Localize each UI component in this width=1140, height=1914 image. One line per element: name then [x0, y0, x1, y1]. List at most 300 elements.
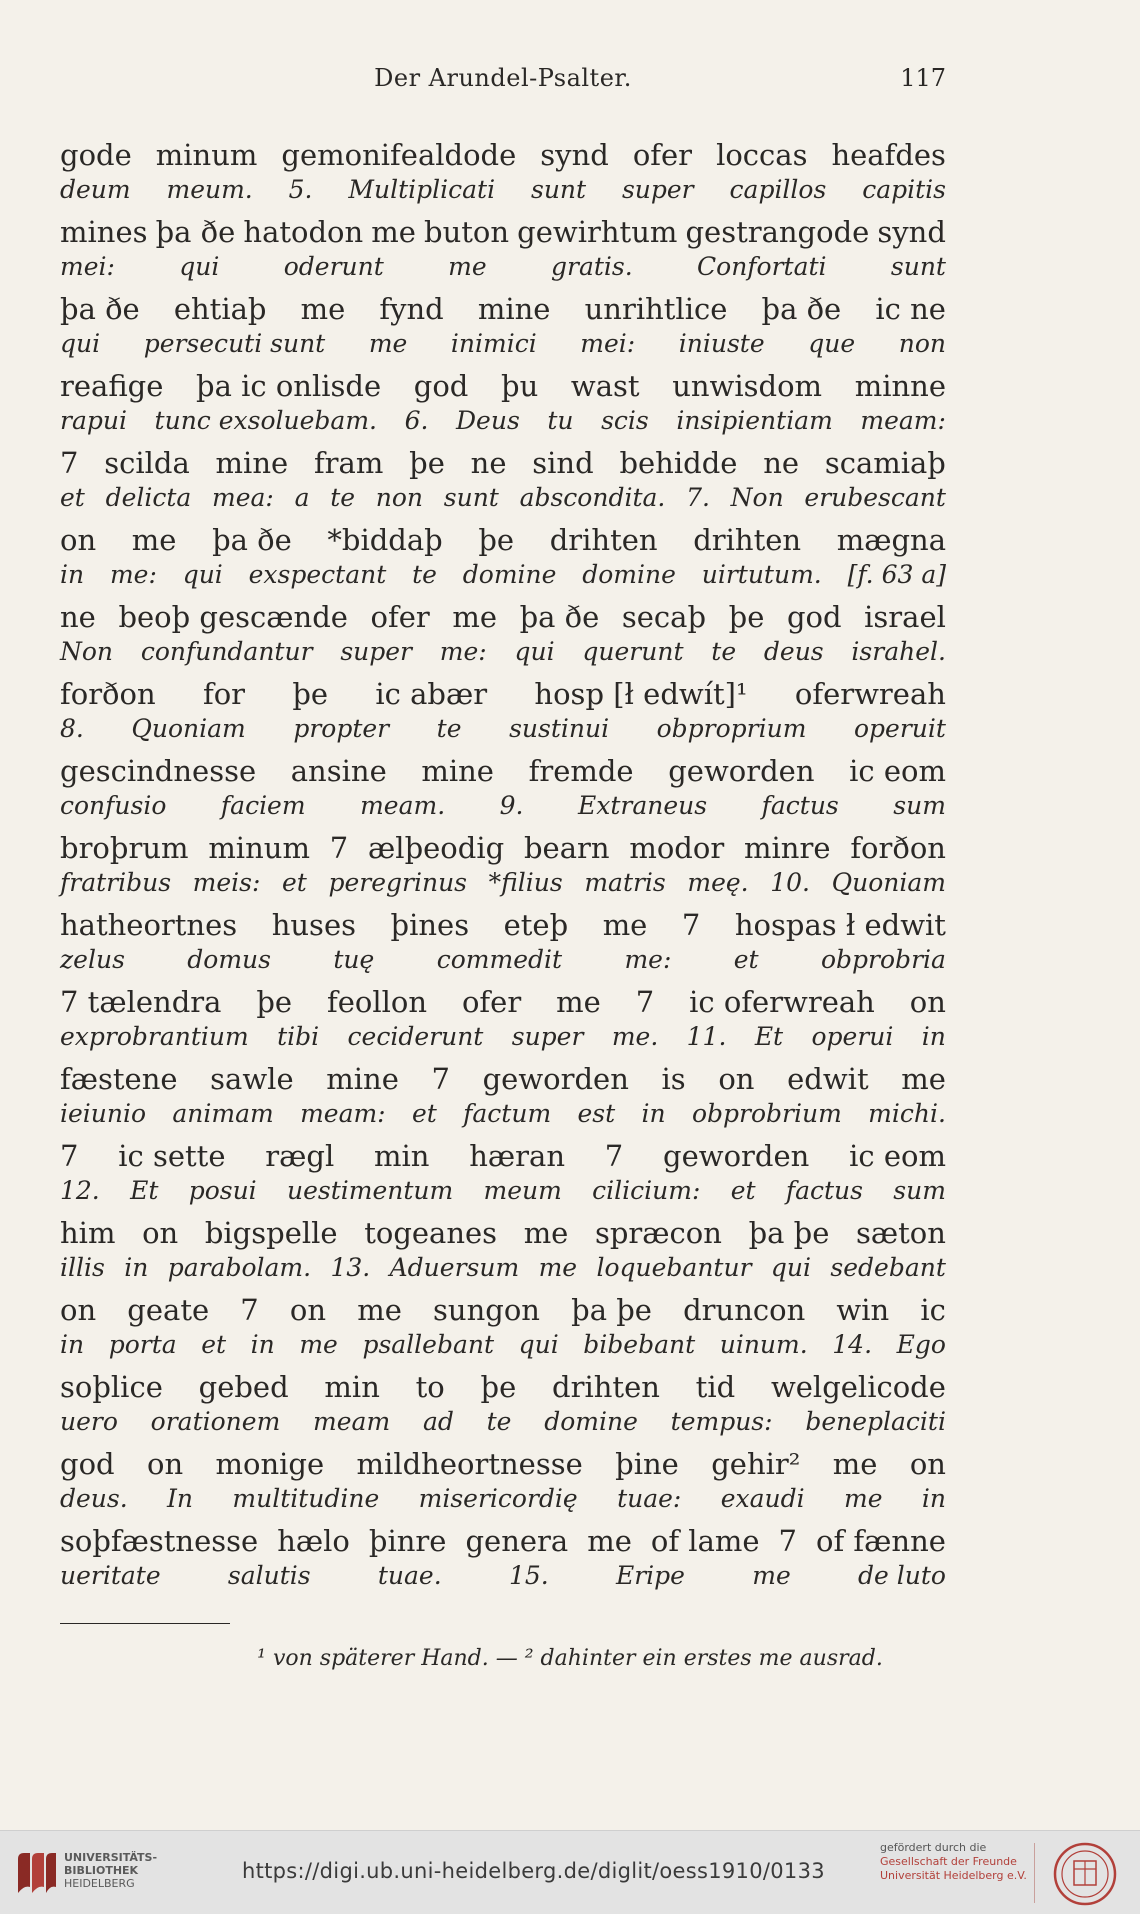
latin-word: insipientiam — [676, 406, 833, 435]
gloss-word: ansine — [290, 754, 387, 788]
old-english-gloss-line — [60, 1137, 946, 1175]
gloss-word: ofer — [461, 985, 522, 1019]
library-logo-icon — [14, 1849, 58, 1897]
gloss-word: 7 — [635, 985, 655, 1019]
gloss-word: ofer — [370, 600, 430, 634]
gloss-word: win — [836, 1293, 890, 1327]
latin-word: qui — [514, 637, 555, 666]
latin-word: et — [201, 1330, 227, 1359]
latin-word: et — [60, 483, 85, 512]
gloss-word: secaþ — [621, 600, 707, 634]
latin-word: in — [60, 1330, 85, 1359]
latin-text-line — [60, 790, 946, 824]
latin-word: obprobria — [821, 945, 946, 974]
gloss-word: reafige — [60, 369, 164, 403]
latin-word: posui — [188, 1176, 257, 1205]
gloss-word: for — [202, 677, 246, 711]
gloss-word: mine — [326, 1062, 399, 1096]
gloss-word: 7 — [240, 1293, 259, 1327]
latin-word: faciem — [220, 791, 306, 820]
latin-word: me — [843, 1484, 883, 1513]
gloss-word: drihten — [693, 523, 802, 557]
gloss-word: wast — [570, 369, 640, 403]
latin-word: mea: — [212, 483, 274, 512]
gloss-word: me — [832, 1447, 878, 1481]
latin-word: meis: — [192, 868, 261, 897]
latin-word: abscondita. — [519, 483, 666, 512]
gloss-word: loccas — [716, 138, 808, 172]
gloss-word: min — [374, 1139, 430, 1173]
gloss-word: þa ðe — [761, 292, 842, 326]
gloss-word: ofer — [632, 138, 693, 172]
old-english-gloss-line — [60, 290, 946, 328]
gloss-word: gehir² — [711, 1447, 801, 1481]
gloss-word: þu — [501, 369, 539, 403]
latin-word: Quoniam — [131, 714, 246, 743]
latin-word: commedit — [436, 945, 563, 974]
latin-word: in — [921, 1484, 946, 1513]
latin-word: parabolam. — [167, 1253, 312, 1282]
latin-word: persecuti sunt — [143, 329, 326, 358]
gloss-word: minre — [744, 831, 831, 865]
gloss-word: þa ic onlisde — [196, 369, 382, 403]
gloss-word: ic abær — [375, 677, 488, 711]
gloss-word: *biddaþ — [327, 523, 443, 557]
latin-word: 8. — [60, 714, 84, 743]
old-english-gloss-line — [60, 367, 946, 405]
old-english-gloss-line — [60, 521, 946, 559]
gloss-word: eteþ — [503, 908, 569, 942]
gloss-word: þa ðe — [155, 215, 236, 249]
latin-word: te — [330, 483, 356, 512]
running-header — [60, 64, 946, 104]
permalink-url[interactable]: https://digi.ub.uni-heidelberg.de/diglit/oess1910/0133 — [242, 1859, 825, 1883]
latin-word: de luto — [858, 1561, 946, 1590]
gloss-word: me — [587, 1524, 632, 1558]
latin-word: qui — [182, 560, 223, 589]
latin-word: factus — [785, 1176, 863, 1205]
gloss-word: monige — [215, 1447, 325, 1481]
latin-word: te — [486, 1407, 512, 1436]
gloss-word: ic eom — [849, 1139, 946, 1173]
latin-text-line — [60, 482, 946, 516]
latin-word: qui — [60, 329, 101, 358]
latin-word: te — [436, 714, 462, 743]
gloss-word: þa ðe — [519, 600, 600, 634]
gloss-word: 7 — [681, 908, 701, 942]
latin-word: uero — [60, 1407, 118, 1436]
gloss-word: on — [146, 1447, 184, 1481]
gloss-word: israel — [864, 600, 946, 634]
latin-word: uinum. — [719, 1330, 808, 1359]
gloss-word: tid — [695, 1370, 736, 1404]
latin-word: matris — [584, 868, 666, 897]
latin-word: me — [448, 252, 487, 281]
gloss-word: genera — [465, 1524, 569, 1558]
old-english-gloss-line — [60, 752, 946, 790]
latin-word: Ego — [896, 1330, 946, 1359]
gloss-word: fram — [313, 446, 384, 480]
gloss-word: behidde — [619, 446, 738, 480]
latin-word: zelus — [60, 945, 125, 974]
gloss-word: soþfæstnesse — [60, 1524, 259, 1558]
latin-word: te — [412, 560, 437, 589]
gloss-word: 7 — [60, 446, 79, 480]
gloss-word: hosp [ł edwít]¹ — [534, 677, 748, 711]
gloss-word: togeanes — [364, 1216, 498, 1250]
latin-word: super — [511, 1022, 584, 1051]
latin-text-line — [60, 1560, 946, 1594]
latin-word: me: — [109, 560, 157, 589]
latin-word: factus — [761, 791, 839, 820]
latin-word: meam. — [360, 791, 446, 820]
gloss-word: minum — [208, 831, 310, 865]
gloss-word: me — [602, 908, 648, 942]
latin-word: a — [294, 483, 310, 512]
latin-word: scis — [601, 406, 649, 435]
gloss-word: mildheortnesse — [356, 1447, 583, 1481]
latin-word: 5. — [288, 175, 313, 204]
gloss-word: on — [60, 523, 97, 557]
text-line-pair — [60, 1214, 946, 1291]
latin-word: in — [124, 1253, 149, 1282]
gloss-word: þinre — [368, 1524, 447, 1558]
gloss-word: gebed — [198, 1370, 289, 1404]
gloss-word: is — [661, 1062, 686, 1096]
old-english-gloss-line — [60, 1522, 946, 1560]
latin-word: que — [808, 329, 856, 358]
gloss-word: 7 — [431, 1062, 450, 1096]
gloss-word: soþlice — [60, 1370, 163, 1404]
latin-word: Confortati — [697, 252, 827, 281]
footnote-rule — [60, 1623, 230, 1624]
latin-text-line — [60, 251, 946, 285]
latin-word: loquebantur — [596, 1253, 752, 1282]
latin-word: tunc exsoluebam. — [154, 406, 377, 435]
gloss-word: ic eom — [849, 754, 946, 788]
gloss-word: gewirhtum — [517, 215, 678, 249]
latin-text-line — [60, 559, 946, 593]
gloss-word: synd — [540, 138, 609, 172]
latin-word: 11. — [686, 1022, 727, 1051]
latin-word: Aduersum — [389, 1253, 520, 1282]
latin-word: fratribus — [60, 868, 172, 897]
gloss-word: welgelicode — [770, 1370, 946, 1404]
latin-word: me — [538, 1253, 578, 1282]
text-line-pair — [60, 906, 946, 983]
interlinear-text — [60, 136, 946, 1599]
latin-text-line — [60, 867, 946, 901]
latin-word: rapui — [60, 406, 127, 435]
latin-word: sunt — [530, 175, 587, 204]
latin-word: me: — [624, 945, 672, 974]
latin-word: Non — [730, 483, 784, 512]
latin-word: querunt — [582, 637, 684, 666]
latin-word: in — [250, 1330, 275, 1359]
latin-word: me. — [611, 1022, 659, 1051]
latin-word: Extraneus — [578, 791, 708, 820]
text-line-pair — [60, 1291, 946, 1368]
gloss-word: heafdes — [831, 138, 946, 172]
gloss-word: 7 tælendra — [60, 985, 222, 1019]
latin-word: uirtutum. — [701, 560, 822, 589]
latin-text-line — [60, 405, 946, 439]
gloss-word: min — [324, 1370, 380, 1404]
text-line-pair — [60, 1368, 946, 1445]
latin-word: deus. — [60, 1484, 128, 1513]
latin-text-line — [60, 1406, 946, 1440]
latin-word: iniuste — [678, 329, 765, 358]
university-seal-icon — [1050, 1841, 1120, 1907]
latin-word: in — [60, 560, 85, 589]
latin-text-line — [60, 1175, 946, 1209]
latin-word: tuae. — [377, 1561, 442, 1590]
gloss-word: mines — [60, 215, 148, 249]
old-english-gloss-line — [60, 1368, 946, 1406]
gloss-word: þa þe — [748, 1216, 830, 1250]
gloss-word: mine — [215, 446, 289, 480]
latin-word: gratis. — [550, 252, 633, 281]
old-english-gloss-line — [60, 598, 946, 636]
latin-word: misericordię — [418, 1484, 578, 1513]
latin-word: Multiplicati — [348, 175, 496, 204]
gloss-word: scilda — [104, 446, 190, 480]
latin-text-line — [60, 636, 946, 670]
latin-word: 9. — [499, 791, 524, 820]
gloss-word: þa þe — [571, 1293, 652, 1327]
gloss-word: 7 — [604, 1139, 624, 1173]
text-line-pair — [60, 675, 946, 752]
gloss-word: gestrangode — [685, 215, 870, 249]
gloss-word: sungon — [433, 1293, 540, 1327]
latin-text-line — [60, 713, 946, 747]
latin-word: capitis — [862, 175, 946, 204]
gloss-word: unwisdom — [672, 369, 823, 403]
old-english-gloss-line — [60, 983, 946, 1021]
gloss-word: forðon — [850, 831, 946, 865]
latin-word: sum — [893, 791, 946, 820]
gloss-word: buton — [424, 215, 510, 249]
latin-word: Quoniam — [831, 868, 946, 897]
text-line-pair — [60, 136, 946, 213]
gloss-word: edwit — [787, 1062, 869, 1096]
latin-word: tuę — [333, 945, 375, 974]
gloss-word: me — [523, 1216, 569, 1250]
gloss-word: broþrum — [60, 831, 189, 865]
latin-word: meam: — [860, 406, 946, 435]
gloss-word: þe — [480, 1370, 517, 1404]
latin-word: te — [711, 637, 737, 666]
gloss-word: hæran — [469, 1139, 566, 1173]
gloss-word: ic — [920, 1293, 946, 1327]
latin-word: et — [411, 1099, 437, 1128]
text-line-pair — [60, 367, 946, 444]
gloss-word: sind — [532, 446, 594, 480]
footnote: ¹ von späterer Hand. — ² dahinter ein erstes me ausrad. — [257, 1646, 883, 1671]
latin-word: me — [368, 329, 408, 358]
gloss-word: fynd — [379, 292, 444, 326]
latin-word: orationem — [150, 1407, 281, 1436]
gloss-word: ic oferwreah — [689, 985, 875, 1019]
gloss-word: gescindnesse — [60, 754, 257, 788]
gloss-word: geate — [127, 1293, 210, 1327]
gloss-word: on — [60, 1293, 97, 1327]
gloss-word: of fænne — [816, 1524, 946, 1558]
gloss-word: þe — [478, 523, 515, 557]
latin-text-line — [60, 1329, 946, 1363]
gloss-word: geworden — [482, 1062, 629, 1096]
gloss-word: beoþ gescænde — [118, 600, 348, 634]
gloss-word: þine — [615, 1447, 679, 1481]
gloss-word: gemonifealdode — [281, 138, 517, 172]
text-line-pair — [60, 598, 946, 675]
latin-word: in — [641, 1099, 666, 1128]
latin-word: obprobrium — [691, 1099, 842, 1128]
latin-word: sunt — [443, 483, 499, 512]
gloss-word: drihten — [552, 1370, 660, 1404]
latin-word: confundantur — [140, 637, 313, 666]
gloss-word: minum — [155, 138, 258, 172]
latin-word: uestimentum — [286, 1176, 454, 1205]
latin-word: confusio — [60, 791, 167, 820]
latin-word: obproprium — [656, 714, 807, 743]
latin-text-line — [60, 1483, 946, 1517]
latin-word: Deus — [456, 406, 520, 435]
gloss-word: 7 — [329, 831, 349, 865]
latin-word: deus — [763, 637, 824, 666]
gloss-word: fremde — [528, 754, 634, 788]
latin-word: sustinui — [509, 714, 610, 743]
running-title: Der Arundel-Psalter. — [374, 64, 632, 92]
gloss-word: on — [909, 1447, 946, 1481]
gloss-word: ne — [470, 446, 507, 480]
latin-word: me — [299, 1330, 338, 1359]
gloss-word: god — [60, 1447, 115, 1481]
latin-word: *filius — [488, 868, 563, 897]
latin-word: operui — [811, 1022, 894, 1051]
old-english-gloss-line — [60, 213, 946, 251]
old-english-gloss-line — [60, 906, 946, 944]
gloss-word: to — [415, 1370, 445, 1404]
latin-word: Non — [60, 637, 114, 666]
old-english-gloss-line — [60, 675, 946, 713]
latin-word: factum — [463, 1099, 552, 1128]
latin-word: israhel. — [851, 637, 946, 666]
latin-text-line — [60, 174, 946, 208]
latin-word: 10. — [770, 868, 810, 897]
footer-divider — [1034, 1843, 1035, 1903]
latin-word: mei: — [60, 252, 115, 281]
gloss-word: mine — [421, 754, 494, 788]
gloss-word: rægl — [265, 1139, 335, 1173]
latin-word: sedebant — [830, 1253, 946, 1282]
old-english-gloss-line — [60, 829, 946, 867]
gloss-word: þa ðe — [212, 523, 292, 557]
latin-text-line — [60, 944, 946, 978]
text-line-pair — [60, 1522, 946, 1599]
latin-word: domus — [187, 945, 271, 974]
text-line-pair — [60, 213, 946, 290]
page-number: 117 — [900, 64, 946, 92]
old-english-gloss-line — [60, 1445, 946, 1483]
latin-word: tuae: — [617, 1484, 682, 1513]
latin-word: delicta — [105, 483, 192, 512]
gloss-word: on — [909, 985, 946, 1019]
gloss-word: 7 — [778, 1524, 797, 1558]
latin-word: Et — [754, 1022, 784, 1051]
latin-word: deum — [60, 175, 131, 204]
latin-word: inimici — [450, 329, 537, 358]
latin-word: sum — [893, 1176, 946, 1205]
gloss-word: hælo — [277, 1524, 350, 1558]
latin-text-line — [60, 1252, 946, 1286]
gloss-word: druncon — [683, 1293, 806, 1327]
gloss-word: hatodon — [243, 215, 364, 249]
text-line-pair — [60, 290, 946, 367]
viewer-footer — [0, 1830, 1140, 1914]
gloss-word: spræcon — [594, 1216, 722, 1250]
gloss-word: modor — [629, 831, 725, 865]
text-line-pair — [60, 983, 946, 1060]
sponsor-credit: gefördert durch die Gesellschaft der Freunde Universität Heidelberg e.V. — [880, 1841, 1027, 1882]
latin-word: illis — [60, 1253, 105, 1282]
gloss-word: fæstene — [60, 1062, 178, 1096]
text-line-pair — [60, 1137, 946, 1214]
gloss-word: feollon — [327, 985, 428, 1019]
gloss-word: mægna — [836, 523, 946, 557]
latin-word: erubescant — [804, 483, 946, 512]
latin-word: 13. — [330, 1253, 371, 1282]
gloss-word: god — [786, 600, 842, 634]
latin-word: operuit — [853, 714, 946, 743]
gloss-word: ne — [60, 600, 96, 634]
latin-word: super — [340, 637, 412, 666]
latin-word: meam — [313, 1407, 391, 1436]
text-line-pair — [60, 1060, 946, 1137]
latin-text-line — [60, 1098, 946, 1132]
latin-word: psallebant — [362, 1330, 495, 1359]
latin-word: et — [730, 1176, 756, 1205]
latin-word: oderunt — [283, 252, 384, 281]
old-english-gloss-line — [60, 136, 946, 174]
old-english-gloss-line — [60, 1214, 946, 1252]
latin-word: animam — [172, 1099, 274, 1128]
latin-word: [f. 63 a] — [847, 560, 946, 589]
gloss-word: synd — [877, 215, 946, 249]
latin-word: porta — [108, 1330, 177, 1359]
text-line-pair — [60, 752, 946, 829]
gloss-word: ehtiaþ — [173, 292, 267, 326]
latin-word: beneplaciti — [805, 1407, 946, 1436]
latin-word: 14. — [832, 1330, 873, 1359]
gloss-word: on — [289, 1293, 327, 1327]
latin-word: ieiunio — [60, 1099, 147, 1128]
gloss-word: þe — [728, 600, 765, 634]
gloss-word: on — [142, 1216, 179, 1250]
old-english-gloss-line — [60, 444, 946, 482]
latin-word: 12. — [60, 1176, 100, 1205]
latin-word: me — [752, 1561, 791, 1590]
gloss-word: gode — [60, 138, 132, 172]
gloss-word: þines — [390, 908, 470, 942]
latin-word: multitudine — [232, 1484, 380, 1513]
old-english-gloss-line — [60, 1060, 946, 1098]
latin-word: non — [898, 329, 946, 358]
latin-word: tu — [547, 406, 574, 435]
gloss-word: geworden — [668, 754, 815, 788]
gloss-word: hospas ł edwit — [734, 908, 946, 942]
latin-word: meę. — [687, 868, 749, 897]
